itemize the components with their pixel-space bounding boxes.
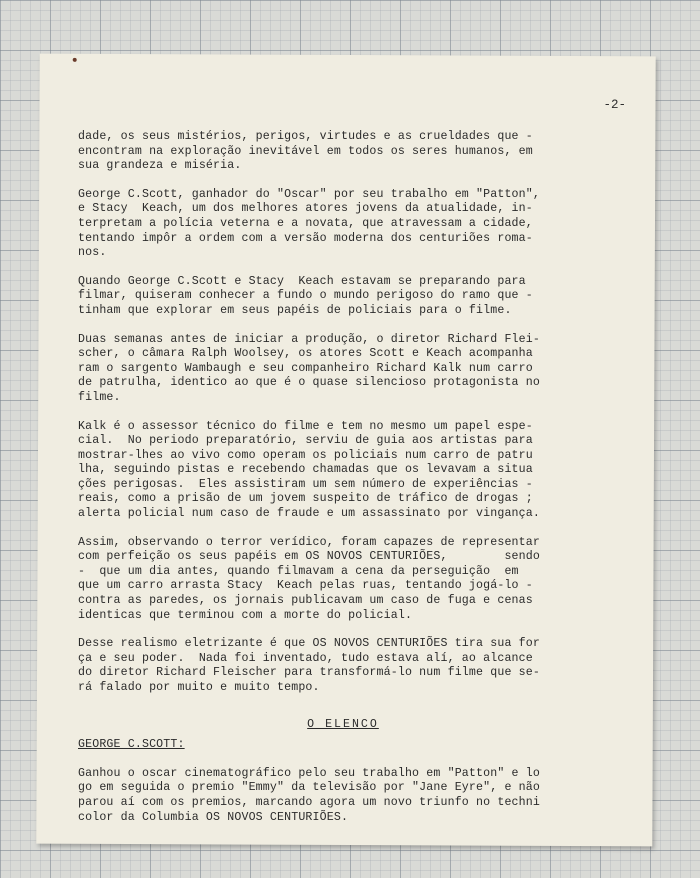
typewritten-body <box>78 130 548 839</box>
paragraph-7: Desse realismo eletrizante é que OS NOVOS CENTURIÕES tira sua for ça e seu poder. Nada foi inventado, tudo estava alí, ao alcance do diretor Richard Fleischer para transformá-lo num filme que se- rá falado por muito e muito tempo. <box>78 637 540 694</box>
section-heading-elenco: O ELENCO <box>307 717 379 731</box>
paragraph-4: Duas semanas antes de iniciar a produção, o diretor Richard Flei- scher, o câmara Ralph Woolsey, os atores Scott e Keach acompanha ram o sargento Wambaugh e seu companheiro Richard Kalk num carro de patrulha, identico ao que é o quase silencioso protagonista no filme. <box>78 332 540 404</box>
paragraph-8: Ganhou o oscar cinematográfico pelo seu trabalho em "Patton" e lo go em seguida o premio "Emmy" da televisão por "Jane Eyre", e não parou aí com os premios, marcando agora um novo triunfo no techni color da Columbia OS NOVOS CENTURIÕES. <box>78 766 540 824</box>
page-number: -2- <box>603 98 626 112</box>
subheading-george-c-scott: GEORGE C.SCOTT: <box>78 738 185 752</box>
paragraph-2: George C.Scott, ganhador do "Oscar" por seu trabalho em "Patton", e Stacy Keach, um dos melhores atores jovens da atualidade, in- terpretam a polícia veterna e a novata, que atravessam a cidade, tentando impôr a ordem com a versão moderna dos centuriões roma- nos. <box>78 187 540 260</box>
paragraph-6: Assim, observando o terror verídico, foram capazes de representar com perfeição os seus papéis em OS NOVOS CENTURIÕES, sendo - que um dia antes, quando filmavam a cena da perseguição em que um carro arrasta Stacy Keach pelas ruas, tentando jogá-lo - contra as paredes, os jornais publicavam um caso de fuga e cenas identicas que terminou com a morte do policial. <box>78 535 540 622</box>
paragraph-1: dade, os seus mistérios, perigos, virtudes e as crueldades que - encontram na exploração inevitável em todos os seres humanos, em sua grandeza e miséria. <box>78 130 533 173</box>
pin-hole-mark <box>73 58 77 62</box>
paragraph-5: Kalk é o assessor técnico do filme e tem no mesmo um papel espe- cial. No periodo preparatório, serviu de guia aos artistas para mostrar-lhes ao vivo como operam os policiais num carro de patru lha, seguindo pistas e recebendo chamadas que os levavam a situa ções perigosas. Eles assistiram um sem número de experiências - reais, como a prisão de um jovem suspeito de tráfico de drogas ; alerta policial num caso de fraude e um assassinato por vingança. <box>78 419 540 521</box>
paragraph-3: Quando George C.Scott e Stacy Keach estavam se preparando para filmar, quiseram conhecer a fundo o mundo perigoso do ramo que - tinham que explorar em seus papéis de policiais para o filme. <box>78 274 533 317</box>
